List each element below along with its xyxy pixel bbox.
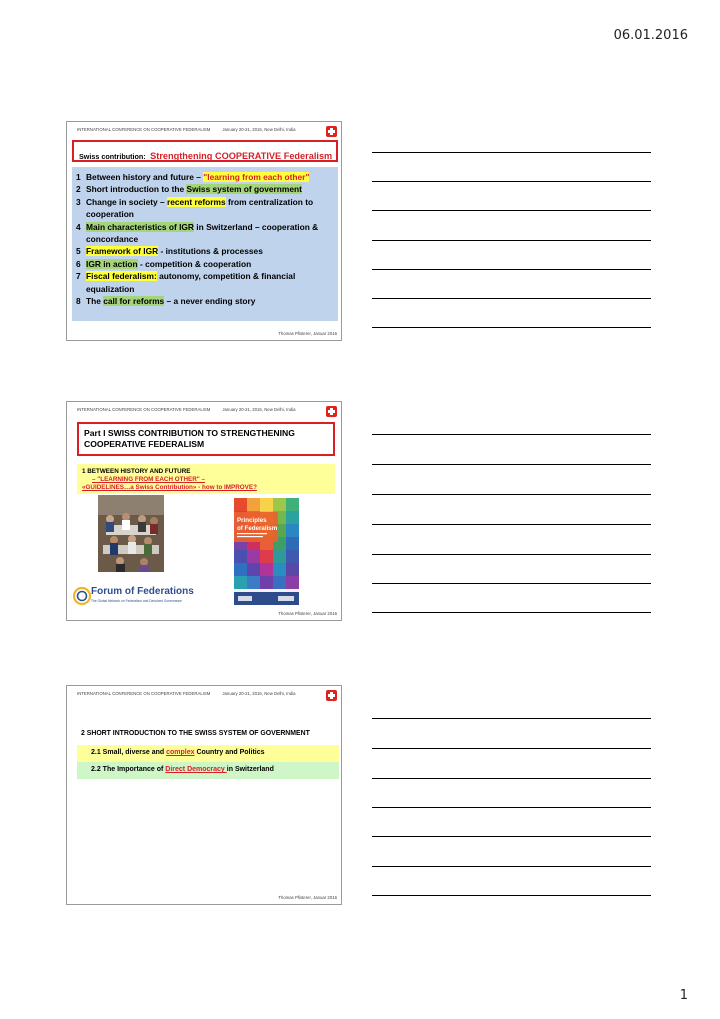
section-subheading: – "LEARNING FROM EACH OTHER" – xyxy=(92,475,206,483)
page-date: 06.01.2016 xyxy=(613,28,688,43)
note-line xyxy=(372,524,651,525)
item-number: 3 xyxy=(76,196,81,207)
title-text: Strengthening COOPERATIVE Federalism xyxy=(150,151,333,161)
slide-header xyxy=(77,407,295,412)
logo-title: Forum of Federations xyxy=(91,586,194,597)
item-text: - competition & cooperation xyxy=(137,258,252,269)
section-heading: 1 BETWEEN HISTORY AND FUTURE xyxy=(82,468,191,475)
note-line xyxy=(372,464,651,465)
conference-photo xyxy=(98,495,164,572)
slide-title xyxy=(72,140,338,162)
item-text: - institutions & processes xyxy=(158,246,263,257)
slide-footer: Thomas Pfisterer, Januar 2016 xyxy=(278,895,337,900)
swiss-flag-icon xyxy=(326,690,337,701)
item-highlight: Fiscal federalism: xyxy=(86,271,157,282)
logo-subtitle: The Global Network on Federalism and Devolved Governance xyxy=(91,599,182,603)
item-number: 6 xyxy=(76,258,81,269)
slide-footer: Thomas Pfisterer, Januar 2016 xyxy=(278,331,337,336)
item-text: in Switzerland – cooperation & xyxy=(193,221,319,232)
subsection-highlight: Direct Democracy xyxy=(165,766,227,773)
note-line xyxy=(372,836,651,837)
swiss-flag-icon xyxy=(326,406,337,417)
note-line xyxy=(372,240,651,241)
subsection-2-2 xyxy=(77,762,339,779)
agenda-list xyxy=(72,167,338,321)
section-link: «GUIDELINES…a Swiss Contribution» - how to IMPROVE? xyxy=(82,483,257,491)
book-cover xyxy=(234,498,299,605)
slide-title: Part I SWISS CONTRIBUTION TO STRENGTHENING COOPERATIVE FEDERALISM xyxy=(77,422,335,456)
item-highlight: Main characteristics of IGR xyxy=(86,221,194,232)
page-number: 1 xyxy=(679,988,688,1003)
item-highlight: call for reforms xyxy=(103,296,165,307)
subsection-highlight: complex xyxy=(166,749,195,756)
slide-header xyxy=(77,127,295,132)
agenda-item xyxy=(76,295,334,307)
note-line xyxy=(372,494,651,495)
conference-name: INTERNATIONAL CONFERENCE ON COOPERATIVE FEDERALISM xyxy=(77,127,211,132)
agenda-item xyxy=(76,183,334,195)
agenda-item xyxy=(76,196,334,221)
title-label: Swiss contribution: xyxy=(79,152,146,161)
item-highlight: "learning from each other" xyxy=(203,172,310,182)
note-line xyxy=(372,895,651,896)
forum-logo-icon xyxy=(73,585,91,607)
note-line xyxy=(372,152,651,153)
note-line xyxy=(372,269,651,270)
note-line xyxy=(372,718,651,719)
note-line xyxy=(372,298,651,299)
agenda-item xyxy=(76,270,334,295)
conference-dates: January 20-21, 2016, New Delhi, India xyxy=(222,407,296,412)
agenda-item xyxy=(76,171,334,183)
note-line xyxy=(372,181,651,182)
item-number: 8 xyxy=(76,296,81,307)
note-line xyxy=(372,807,651,808)
agenda-item xyxy=(76,221,334,246)
item-number: 2 xyxy=(76,184,81,195)
swiss-flag-icon xyxy=(326,126,337,137)
slide-title: 2 SHORT INTRODUCTION TO THE SWISS SYSTEM OF GOVERNMENT xyxy=(81,730,310,737)
item-highlight: recent reforms xyxy=(166,196,226,207)
item-text: Short introduction to the xyxy=(86,184,187,195)
book-title-line1: Principles xyxy=(237,517,267,524)
subsection-text: Country and Politics xyxy=(194,749,265,756)
conference-dates: January 20-21, 2016, New Delhi, India xyxy=(222,691,296,696)
note-line xyxy=(372,327,651,328)
note-line xyxy=(372,748,651,749)
item-number: 1 xyxy=(76,172,81,182)
item-highlight: IGR in action xyxy=(86,258,138,269)
item-number: 7 xyxy=(76,271,81,282)
item-text: autonomy, competition & financial xyxy=(156,271,296,282)
agenda-item xyxy=(76,245,334,257)
item-number: 5 xyxy=(76,246,81,257)
item-text: Change in society – xyxy=(86,196,167,207)
note-line xyxy=(372,778,651,779)
slide-header xyxy=(77,691,295,696)
book-title-line2: of Federalism xyxy=(237,525,278,532)
note-line xyxy=(372,866,651,867)
item-highlight: Framework of IGR xyxy=(86,246,159,257)
slide-2 xyxy=(66,401,342,621)
item-text: – a never ending story xyxy=(164,296,256,307)
item-text: Between history and future – xyxy=(86,172,204,182)
section-box xyxy=(77,464,335,494)
item-continuation: equalization xyxy=(86,283,135,294)
note-line xyxy=(372,612,651,613)
slide-footer: Thomas Pfisterer, Januar 2016 xyxy=(278,611,337,616)
subsection-text: in Switzerland xyxy=(226,766,274,773)
conference-name: INTERNATIONAL CONFERENCE ON COOPERATIVE FEDERALISM xyxy=(77,691,211,696)
conference-name: INTERNATIONAL CONFERENCE ON COOPERATIVE FEDERALISM xyxy=(77,407,211,412)
item-number: 4 xyxy=(76,221,81,232)
subsection-2-1 xyxy=(77,745,339,762)
note-line xyxy=(372,583,651,584)
subsection-text: 2.1 Small, diverse and xyxy=(91,749,167,756)
conference-dates: January 20-21, 2016, New Delhi, India xyxy=(222,127,296,132)
item-text: The xyxy=(86,296,104,307)
slide-3 xyxy=(66,685,342,905)
subsection-text: 2.2 The Importance of xyxy=(91,766,166,773)
note-line xyxy=(372,434,651,435)
item-highlight: Swiss system of government xyxy=(186,184,302,195)
agenda-item xyxy=(76,258,334,270)
item-text: from centralization to xyxy=(225,196,314,207)
item-continuation: concordance xyxy=(86,234,139,245)
note-line xyxy=(372,210,651,211)
slide-1 xyxy=(66,121,342,341)
item-continuation: cooperation xyxy=(86,209,134,220)
note-line xyxy=(372,554,651,555)
